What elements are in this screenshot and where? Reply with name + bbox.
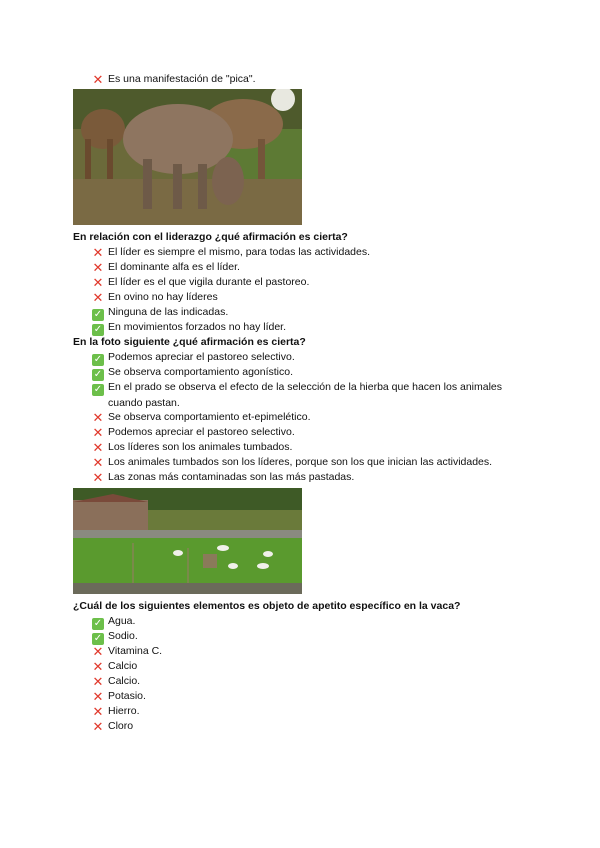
answer-item	[92, 410, 532, 425]
question-title: ¿Cuál de los siguientes elementos es objeto de apetito específico en la vaca?	[73, 600, 461, 612]
answer-item	[92, 719, 532, 734]
answer-item	[92, 290, 532, 305]
cross-icon: ✕	[92, 674, 104, 689]
answer-text: Potasio.	[108, 690, 146, 702]
cows-photo-illustration	[73, 89, 302, 225]
answer-item	[92, 260, 532, 275]
answer-item	[92, 365, 532, 381]
answer-item	[92, 689, 532, 704]
answer-text: El líder es siempre el mismo, para todas las actividades.	[108, 246, 371, 258]
cross-icon: ✕	[92, 644, 104, 659]
answer-text: Calcio.	[108, 675, 141, 687]
check-icon: ✓	[93, 633, 103, 644]
pasture-photo	[73, 488, 302, 594]
answer-item	[92, 614, 532, 630]
cross-icon: ✕	[92, 689, 104, 704]
answer-text: Los líderes son los animales tumbados.	[108, 441, 293, 453]
cows-eating-soil-photo	[73, 89, 302, 225]
answer-item	[92, 659, 532, 674]
answer-item	[92, 380, 532, 411]
answer-item	[92, 440, 532, 455]
check-icon: ✓	[93, 354, 103, 365]
answer-text: Cloro	[108, 720, 134, 732]
answer-text: Hierro.	[108, 705, 140, 717]
cross-icon: ✕	[92, 245, 104, 260]
answer-text: Podemos apreciar el pastoreo selectivo.	[108, 351, 295, 363]
answer-text: Ninguna de las indicadas.	[108, 306, 229, 318]
cross-icon: ✕	[92, 470, 104, 485]
answer-item	[92, 425, 532, 440]
answer-text: El dominante alfa es el líder.	[108, 261, 240, 273]
answer-text: Se observa comportamiento et-epimelético.	[108, 411, 311, 423]
check-icon: ✓	[93, 384, 103, 395]
check-icon: ✓	[93, 309, 103, 320]
answer-item	[92, 275, 532, 290]
cross-icon: ✕	[92, 704, 104, 719]
cross-icon: ✕	[92, 410, 104, 425]
check-icon: ✓	[93, 324, 103, 335]
answer-item	[92, 704, 532, 719]
answer-text: Las zonas más contaminadas son las más pastadas.	[108, 471, 355, 483]
answer-item	[92, 455, 532, 470]
answer-item	[92, 629, 532, 645]
question-title: En la foto siguiente ¿qué afirmación es cierta?	[73, 336, 306, 348]
answer-item	[92, 72, 532, 87]
answer-text: Agua.	[108, 615, 136, 627]
pasture-photo-illustration	[73, 488, 302, 594]
answer-item	[92, 305, 532, 321]
answer-text: Es una manifestación de "pica".	[108, 73, 256, 85]
answer-text: El líder es el que vigila durante el pastoreo.	[108, 276, 310, 288]
answer-text: Sodio.	[108, 630, 138, 642]
cross-icon: ✕	[92, 455, 104, 470]
answer-text: Se observa comportamiento agonístico.	[108, 366, 294, 378]
answer-item	[92, 470, 532, 485]
cross-icon: ✕	[92, 72, 104, 87]
cross-icon: ✕	[92, 275, 104, 290]
answer-text: Calcio	[108, 660, 138, 672]
question-title: En relación con el liderazgo ¿qué afirmación es cierta?	[73, 231, 348, 243]
check-icon: ✓	[93, 618, 103, 629]
check-icon: ✓	[93, 369, 103, 380]
answer-item	[92, 644, 532, 659]
answer-item	[92, 674, 532, 689]
cross-icon: ✕	[92, 659, 104, 674]
answer-item	[92, 320, 532, 336]
answer-text: En ovino no hay líderes	[108, 291, 218, 303]
answer-text-continued: cuando pastan.	[108, 397, 180, 409]
answer-item	[92, 245, 532, 260]
answer-text: En movimientos forzados no hay líder.	[108, 321, 287, 333]
cross-icon: ✕	[92, 260, 104, 275]
cross-icon: ✕	[92, 425, 104, 440]
answer-text: Podemos apreciar el pastoreo selectivo.	[108, 426, 295, 438]
cross-icon: ✕	[92, 440, 104, 455]
answer-text: En el prado se observa el efecto de la selección de la hierba que hacen los animales	[108, 381, 503, 393]
answer-text: Vitamina C.	[108, 645, 163, 657]
answer-text: Los animales tumbados son los líderes, porque son los que inician las actividades.	[108, 456, 493, 468]
cross-icon: ✕	[92, 719, 104, 734]
cross-icon: ✕	[92, 290, 104, 305]
answer-item	[92, 350, 532, 366]
